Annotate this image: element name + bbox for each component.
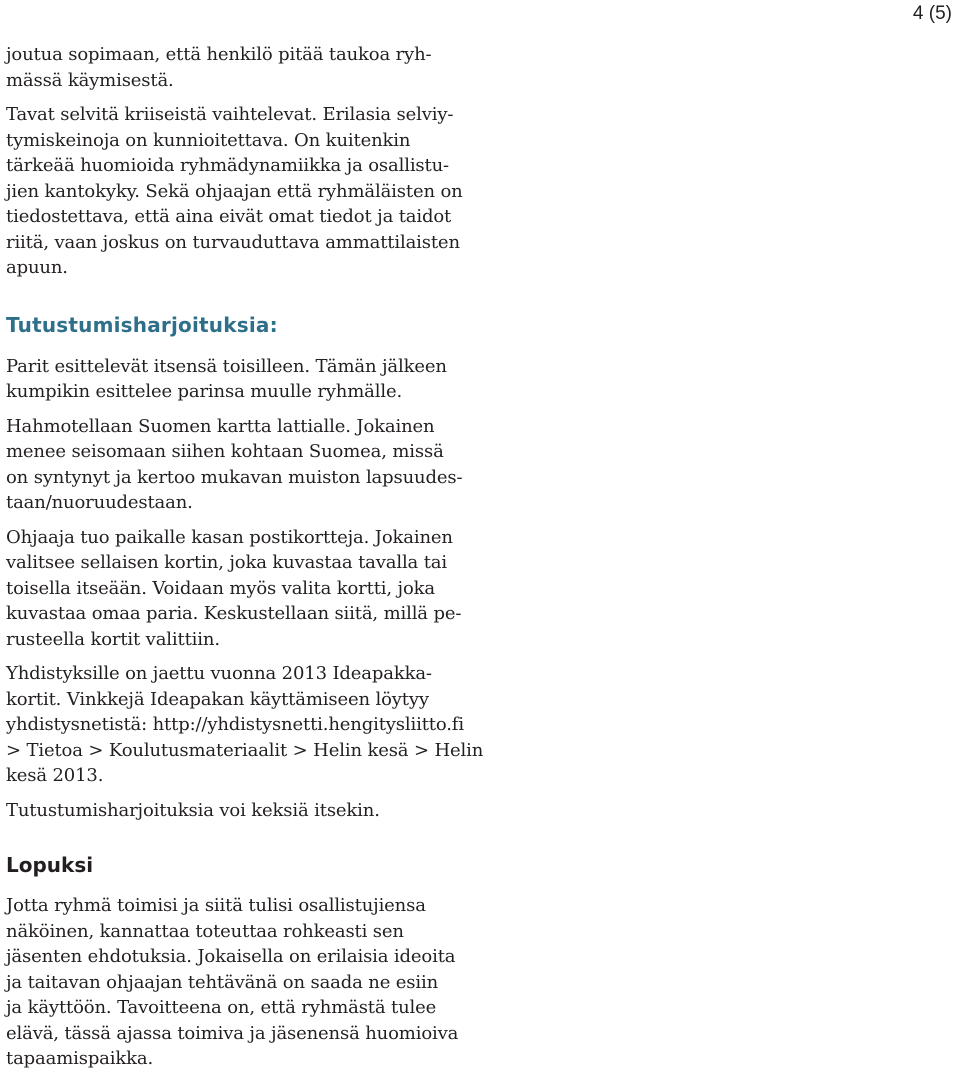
text-line: jäsenten ehdotuksia. Jokaisella on erilaisia ideoita [6,946,456,967]
text-line: tymiskeinoja on kunnioitettava. On kuitenkin [6,129,411,151]
text-line: Jotta ryhmä toimisi ja siitä tulisi osallistujiensa [6,895,426,916]
exercise-paragraph-4 [6,661,506,789]
text-line: tapaamispaikka. [6,1048,154,1069]
text-line: Parit esittelevät itsensä toisilleen. Tämän jälkeen [6,355,447,377]
exercise-paragraph-2 [6,414,506,516]
text-line: mässä käymisestä. [6,69,174,91]
text-line: joutua sopimaan, että henkilö pitää taukoa ryh- [6,44,432,65]
text-line: toisella itseään. Voidaan myös valita kortti, joka [6,577,436,599]
intro-paragraph-2 [6,102,506,281]
text-line: tiedostettava, että aina eivät omat tiedot ja taidot [6,206,452,227]
text-line: Hahmotellaan Suomen kartta lattialle. Jokainen [6,415,435,437]
text-line: Yhdistyksille on jaettu vuonna 2013 Ideapakka- [6,663,432,684]
text-line: ja taitavan ohjaajan tehtävänä on saada ne esiin [6,971,439,993]
text-line: valitsee sellaisen kortin, joka kuvastaa tavalla tai [6,552,447,573]
section-heading-exercises: Tutustumisharjoituksia: [6,312,278,337]
text-line: elävä, tässä ajassa toimiva ja jäsenensä huomioiva [6,1022,459,1044]
text-line: kortit. Vinkkejä Ideapakan käyttämiseen löytyy [6,688,429,710]
exercise-paragraph-3 [6,525,506,653]
text-line: > Tietoa > Koulutusmateriaalit > Helin kesä > Helin [6,739,484,761]
text-line: apuun. [6,257,68,278]
text-line: tärkeää huomioida ryhmädynamiikka ja osallistu- [6,155,449,176]
text-line: Tutustumisharjoituksia voi keksiä itsekin. [6,799,380,821]
text-line: kesä 2013. [6,765,104,786]
intro-paragraph-1 [6,42,506,93]
text-line: kuvastaa omaa paria. Keskustellaan siitä, millä pe- [6,603,462,624]
text-line: yhdistysnetistä: http://yhdistysnetti.hengitysliitto.fi [6,714,464,735]
text-line: Ohjaaja tuo paikalle kasan postikortteja. Jokainen [6,526,453,548]
text-column [6,42,506,1072]
text-line: näköinen, kannattaa toteuttaa rohkeasti sen [6,920,404,942]
closing-paragraph [6,893,506,1072]
text-line: Tavat selvitä kriiseistä vaihtelevat. Erilasia selviy- [6,104,454,125]
text-line: ja käyttöön. Tavoitteena on, että ryhmästä tulee [6,997,437,1018]
exercise-paragraph-1 [6,354,506,405]
text-line: taan/nuoruudestaan. [6,492,193,513]
page-number: 4 (5) [912,3,952,24]
text-line: menee seisomaan siihen kohtaan Suomea, missä [6,441,444,462]
exercise-paragraph-5 [6,798,506,824]
text-line: kumpikin esittelee parinsa muulle ryhmälle. [6,381,403,402]
text-line: jien kantokyky. Sekä ohjaajan että ryhmäläisten on [6,180,463,202]
text-line: riitä, vaan joskus on turvauduttava ammattilaisten [6,231,460,253]
text-line: on syntynyt ja kertoo mukavan muiston lapsuudes- [6,466,463,488]
section-heading-closing: Lopuksi [6,853,94,877]
text-line: rusteella kortit valittiin. [6,628,220,650]
